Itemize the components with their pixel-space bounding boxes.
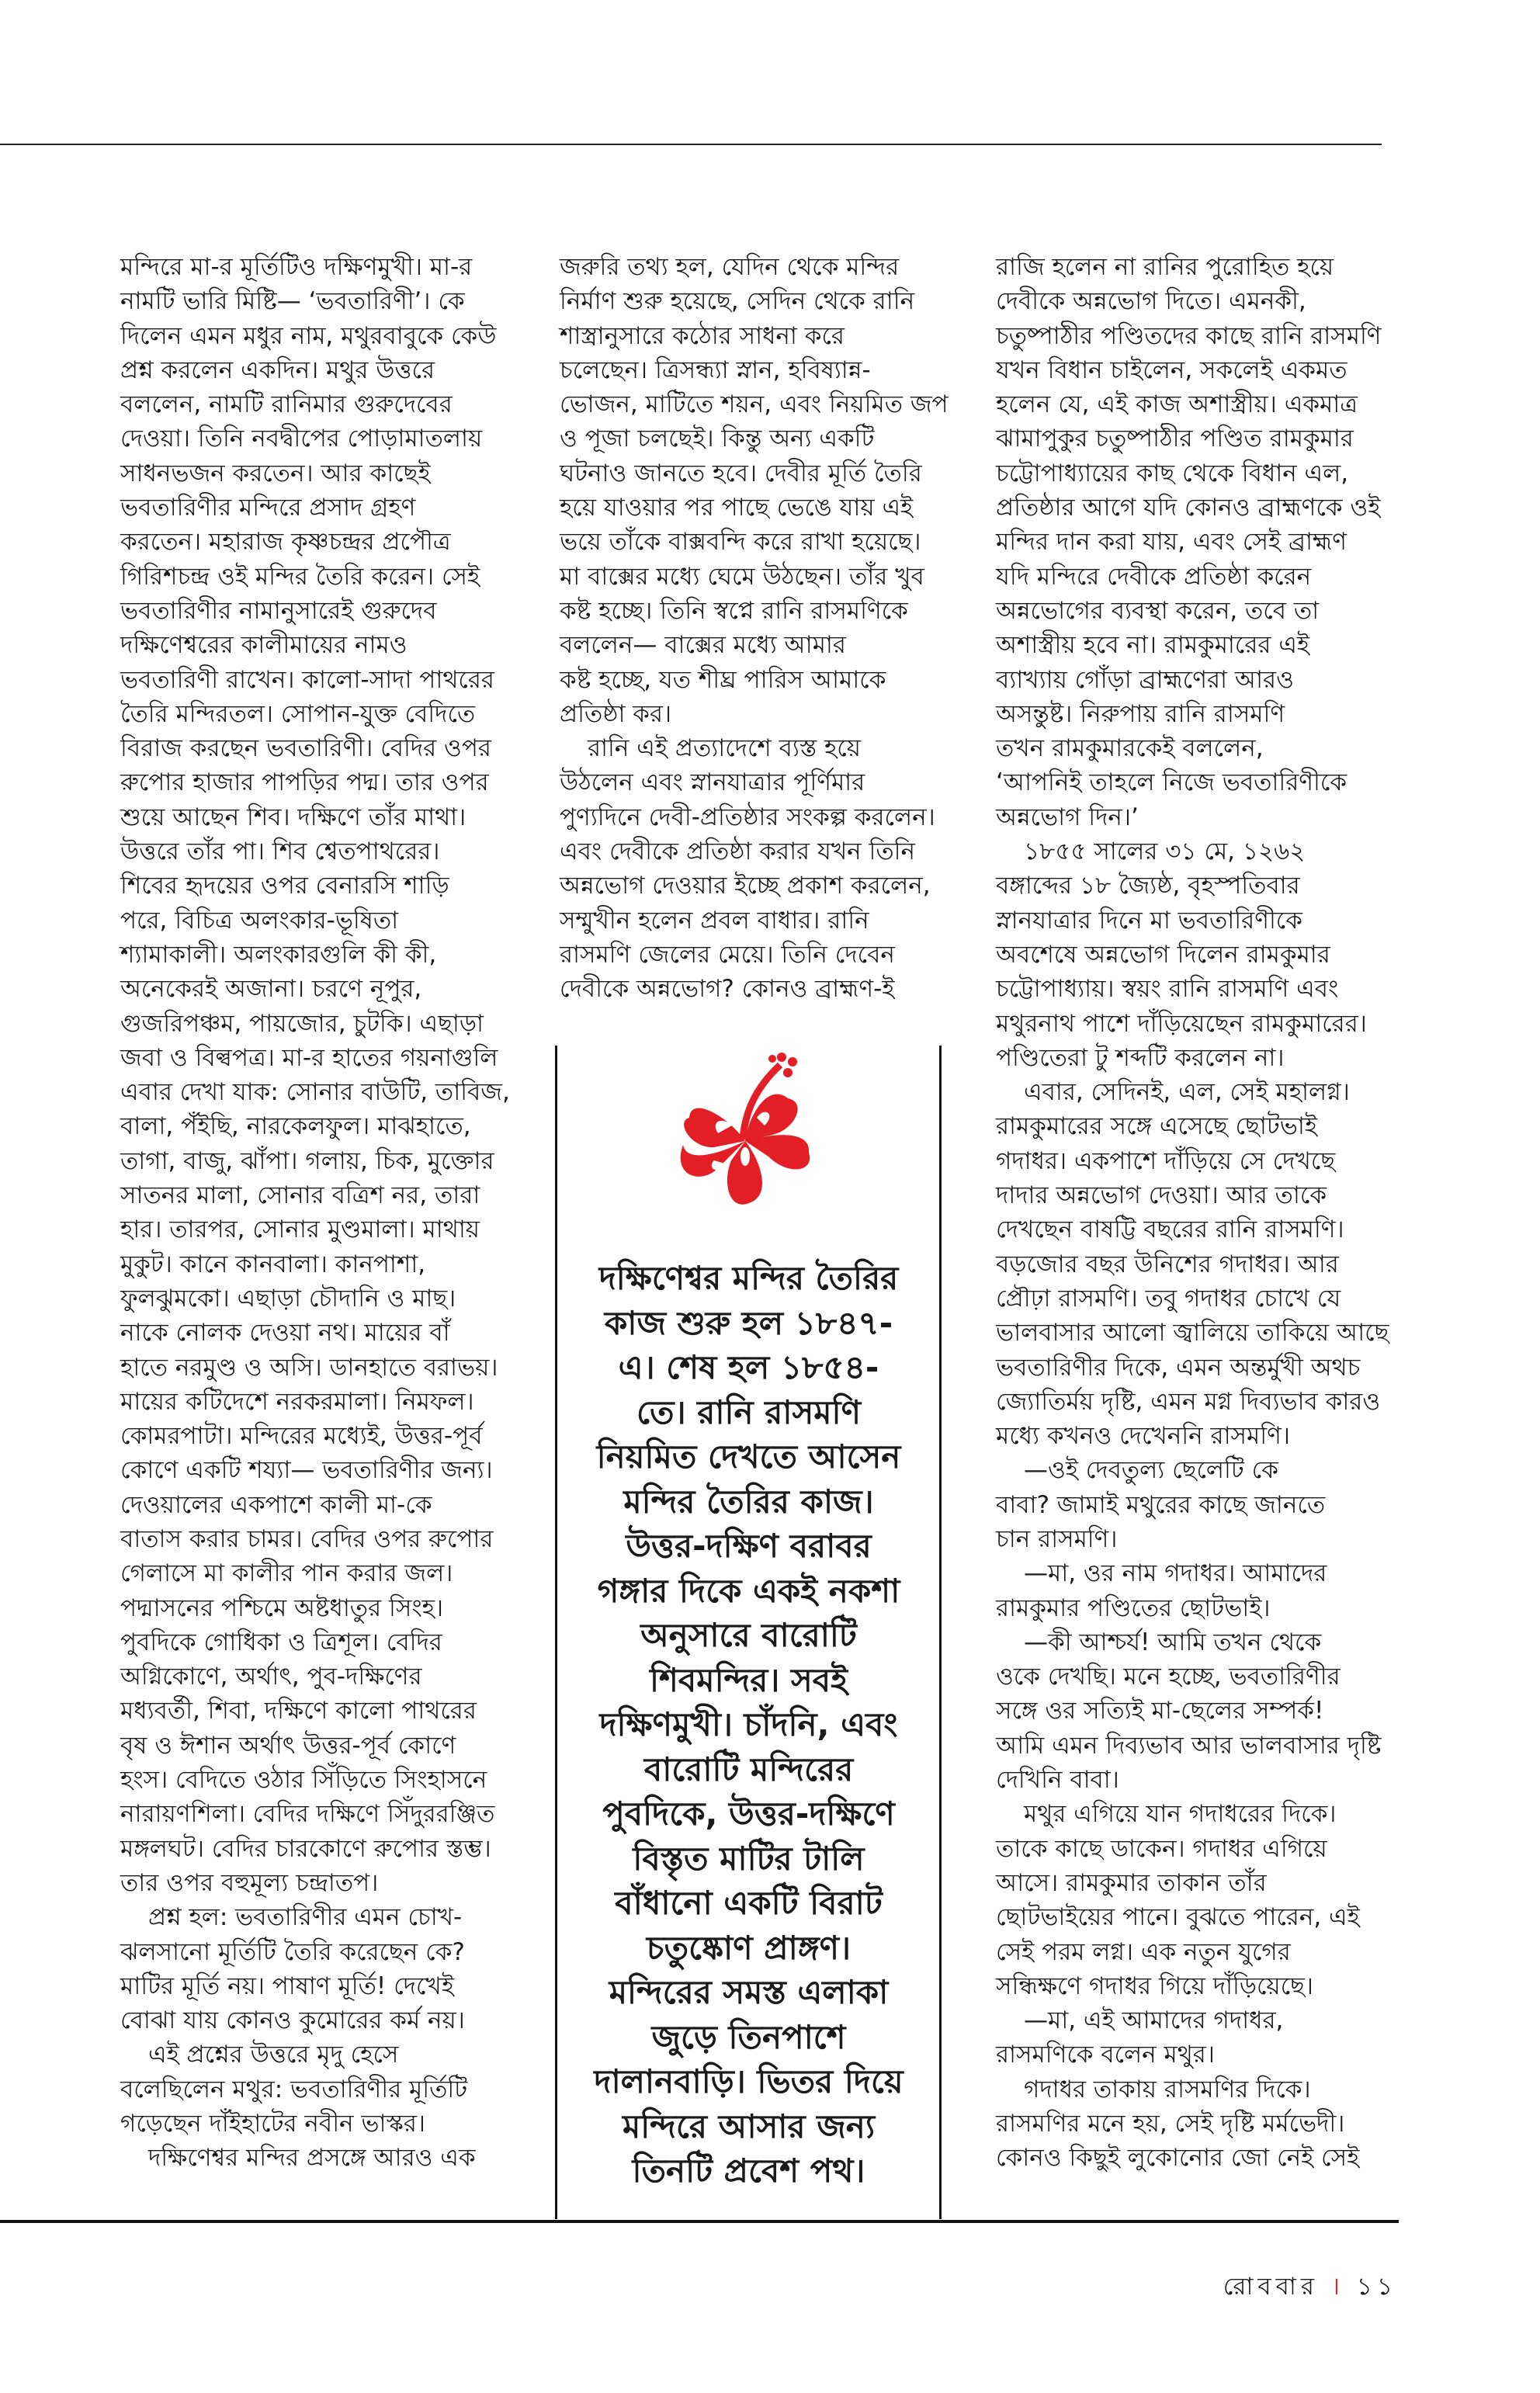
text-line: বাবা? জামাই মথুরের কাছে জানতে bbox=[996, 1490, 1326, 1519]
text-line: হংস। বেদিতে ওঠার সিঁড়িতে সিংহাসনে bbox=[120, 1766, 487, 1795]
text-line: চান রাসমণি। bbox=[996, 1524, 1118, 1553]
text-line: হাতে নরমুণ্ড ও অসি। ডানহাতে বরাভয়। bbox=[120, 1353, 498, 1382]
pull-quote-line: শিবমন্দির। সবই bbox=[650, 1660, 848, 1699]
text-line: ভবতারিণীর দিকে, এমন অন্তর্মুখী অথচ bbox=[996, 1353, 1361, 1382]
text-line: দিলেন এমন মধুর নাম, মথুরবাবুকে কেউ bbox=[120, 321, 497, 350]
text-line: গদাধর তাকায় রাসমণির দিকে। bbox=[1024, 2075, 1311, 2103]
text-line: ঝলসানো মূর্তিটি তৈরি করেছেন কে? bbox=[120, 1937, 465, 1966]
text-line: আসে। রামকুমার তাকান তাঁর bbox=[996, 1868, 1267, 1897]
text-line: মথুর এগিয়ে যান গদাধরের দিকে। bbox=[1024, 1800, 1337, 1829]
text-line: গদাধর। একপাশে দাঁড়িয়ে সে দেখছে bbox=[996, 1146, 1336, 1175]
text-line: প্রশ্ন করলেন একদিন। মথুর উত্তরে bbox=[120, 355, 435, 384]
text-line: প্রতিষ্ঠার আগে যদি কোনও ব্রাহ্মণকে ওই bbox=[996, 494, 1381, 522]
text-line: হার। তারপর, সোনার মুণ্ডমালা। মাথায় bbox=[120, 1216, 480, 1244]
text-line: বাতাস করার চামর। বেদির ওপর রুপোর bbox=[120, 1524, 494, 1553]
text-line: কষ্ট হচ্ছে। তিনি স্বপ্নে রানি রাসমণিকে bbox=[560, 596, 908, 625]
text-line: —মা, এই আমাদের গদাধর, bbox=[1024, 2006, 1284, 2035]
text-line: মায়ের কটিদেশে নরকরমালা। নিমফল। bbox=[120, 1387, 474, 1416]
text-line: দক্ষিণেশ্বর মন্দির প্রসঙ্গে আরও এক bbox=[148, 2144, 476, 2173]
text-line: চলেছেন। ত্রিসন্ধ্যা স্নান, হবিষ্যান্ন- bbox=[560, 355, 871, 384]
text-line: —কী আশ্চর্য! আমি তখন থেকে bbox=[1024, 1628, 1322, 1656]
text-line: সম্মুখীন হলেন প্রবল বাধার। রানি bbox=[560, 906, 869, 935]
text-line: গড়েছেন দাঁইহাটের নবীন ভাস্কর। bbox=[120, 2110, 425, 2138]
article-column-1 bbox=[120, 250, 508, 2176]
pull-quote-line: তিনটি প্রবেশ পথ। bbox=[632, 2152, 865, 2190]
text-line: ওকে দেখছি। মনে হচ্ছে, ভবতারিণীর bbox=[996, 1663, 1341, 1691]
footer-separator: । bbox=[1330, 2273, 1344, 2301]
pull-quote-line: মন্দিরে আসার জন্য bbox=[622, 2107, 876, 2145]
text-line: জবা ও বিল্বপত্র। মা-র হাতের গয়নাগুলি bbox=[120, 1043, 498, 1072]
pull-quote-line: এ। শেষ হল ১৮৫৪- bbox=[618, 1348, 879, 1386]
text-line: যদি মন্দিরে দেবীকে প্রতিষ্ঠা করেন bbox=[996, 562, 1312, 591]
text-line: ফুলঝুমকো। এছাড়া চৌদানি ও মাছ। bbox=[120, 1284, 456, 1313]
text-line: মাটির মূর্তি নয়। পাষাণ মূর্তি! দেখেই bbox=[120, 1972, 454, 2000]
text-line: দেবীকে অন্নভোগ দিতে। এমনকী, bbox=[996, 287, 1306, 316]
text-line: ভবতারিণীর মন্দিরে প্রসাদ গ্রহণ bbox=[120, 494, 416, 522]
text-line: দাদার অন্নভোগ দেওয়া। আর তাকে bbox=[996, 1181, 1327, 1210]
pull-quote-line: চতুষ্কোণ প্রাঙ্গণ। bbox=[646, 1928, 852, 1967]
text-line: শাস্ত্রানুসারে কঠোর সাধনা করে bbox=[560, 321, 845, 350]
text-line: দেখিনি বাবা। bbox=[996, 1766, 1119, 1795]
text-line: মা বাক্সের মধ্যে ঘেমে উঠছেন। তাঁর খুব bbox=[560, 562, 924, 591]
pull-quote-line: বাঁধানো একটি বিরাট bbox=[615, 1884, 883, 1922]
text-line: কোমরপাটা। মন্দিরের মধ্যেই, উত্তর-পূর্ব bbox=[120, 1422, 483, 1451]
text-line: ভবতারিণীর নামানুসারেই গুরুদেব bbox=[120, 596, 437, 625]
text-line: —ওই দেবতুল্য ছেলেটি কে bbox=[1024, 1456, 1278, 1485]
text-line: ভালবাসার আলো জ্বালিয়ে তাকিয়ে আছে bbox=[996, 1319, 1389, 1347]
text-line: মথুরনাথ পাশে দাঁড়িয়েছেন রামকুমারের। bbox=[996, 1009, 1367, 1038]
text-line: অন্নভোগ দেওয়ার ইচ্ছে প্রকাশ করলেন, bbox=[560, 872, 931, 900]
text-line: মঙ্গলঘট। বেদির চারকোণে রুপোর স্তম্ভ। bbox=[120, 1834, 491, 1863]
page-number: ১১ bbox=[1356, 2273, 1397, 2301]
text-line: নামটি ভারি মিষ্টি— ‘ভবতারিণী’। কে bbox=[120, 287, 465, 316]
text-line: গিরিশচন্দ্র ওই মন্দির তৈরি করেন। সেই bbox=[120, 562, 480, 591]
text-line: ১৮৫৫ সালের ৩১ মে, ১২৬২ bbox=[1024, 838, 1306, 866]
text-line: মধ্যবর্তী, শিবা, দক্ষিণে কালো পাথরের bbox=[120, 1697, 477, 1725]
text-line: ঘটনাও জানতে হবে। দেবীর মূর্তি তৈরি bbox=[560, 459, 922, 487]
pull-quote-line: বিস্তৃত মাটির টালি bbox=[633, 1839, 865, 1878]
text-line: এবং দেবীকে প্রতিষ্ঠা করার যখন তিনি bbox=[560, 838, 916, 866]
pull-quote-line: দক্ষিণেশ্বর মন্দির তৈরির bbox=[598, 1259, 899, 1297]
text-line: ভয়ে তাঁকে বাক্সবন্দি করে রাখা হয়েছে। bbox=[560, 528, 921, 557]
text-line: দক্ষিণেশ্বরের কালীমায়ের নামও bbox=[120, 631, 408, 660]
text-line: ছোটভাইয়ের পানে। বুঝতে পারেন, এই bbox=[996, 1903, 1360, 1932]
text-line: নির্মাণ শুরু হয়েছে, সেদিন থেকে রানি bbox=[560, 287, 915, 316]
pull-quote-line: বারোটি মন্দিরের bbox=[643, 1750, 854, 1788]
text-line: অন্নভোগের ব্যবস্থা করেন, তবে তা bbox=[996, 596, 1320, 625]
text-line: অবশেষে অন্নভোগ দিলেন রামকুমার bbox=[996, 940, 1330, 969]
bottom-rule bbox=[0, 2220, 1399, 2223]
text-line: রাসমণি জেলের মেয়ে। তিনি দেবেন bbox=[560, 940, 895, 969]
text-line: জ্যোতির্ময় দৃষ্টি, এমন মগ্ন দিব্যভাব কারও bbox=[996, 1387, 1381, 1416]
pull-quote-sidebar bbox=[557, 1048, 940, 2194]
text-line: মন্দিরে মা-র মূর্তিটিও দক্ষিণমুখী। মা-র bbox=[120, 253, 473, 281]
text-line: সেই পরম লগ্ন। এক নতুন যুগের bbox=[996, 1937, 1291, 1966]
text-line: ব্যাখ্যায় গোঁড়া ব্রাহ্মণেরা আরও bbox=[996, 665, 1294, 694]
text-line: রাসমণিকে বলেন মথুর। bbox=[996, 2041, 1215, 2069]
text-line: অন্নভোগ দিন।’ bbox=[996, 803, 1139, 831]
text-line: কোণে একটি শয্যা— ভবতারিণীর জন্য। bbox=[120, 1456, 493, 1485]
pull-quote-line: তে। রানি রাসমণি bbox=[636, 1392, 861, 1431]
text-line: ও পূজা চলছেই। কিন্তু অন্য একটি bbox=[560, 425, 875, 453]
text-line: কষ্ট হচ্ছে, যত শীঘ্র পারিস আমাকে bbox=[560, 665, 886, 694]
text-line: তাকে কাছে ডাকেন। গদাধর এগিয়ে bbox=[996, 1834, 1327, 1863]
text-line: প্রশ্ন হল: ভবতারিণীর এমন চোখ- bbox=[148, 1903, 463, 1932]
text-line: গেলাসে মা কালীর পান করার জল। bbox=[120, 1559, 453, 1588]
text-line: তখন রামকুমারকেই বললেন, bbox=[996, 734, 1264, 763]
text-line: ভোজন, মাটিতে শয়ন, এবং নিয়মিত জপ bbox=[560, 390, 949, 419]
text-line: ভবতারিণী রাখেন। কালো-সাদা পাথরের bbox=[120, 665, 494, 694]
hibiscus-flower-icon bbox=[671, 1048, 827, 1211]
text-line: রুপোর হাজার পাপড়ির পদ্ম। তার ওপর bbox=[120, 768, 489, 797]
pull-quote-line: মন্দির তৈরির কাজ। bbox=[623, 1482, 874, 1521]
text-line: যখন বিধান চাইলেন, সকলেই একমত bbox=[996, 355, 1348, 384]
text-line: মধ্যে কখনও দেখেননি রাসমণি। bbox=[996, 1422, 1290, 1451]
text-line: শুয়ে আছেন শিব। দক্ষিণে তাঁর মাথা। bbox=[120, 803, 467, 831]
text-line: প্রৌঢ়া রাসমণি। তবু গদাধর চোখে যে bbox=[996, 1284, 1341, 1313]
text-line: পুণ্যদিনে দেবী-প্রতিষ্ঠার সংকল্প করলেন। bbox=[560, 803, 935, 831]
text-line: অগ্নিকোণে, অর্থাৎ, পুব-দক্ষিণের bbox=[120, 1663, 422, 1691]
text-line: দেখছেন বাষট্টি বছরের রানি রাসমণি। bbox=[996, 1216, 1344, 1244]
text-line: চট্টোপাধ্যায়ের কাছ থেকে বিধান এল, bbox=[996, 459, 1349, 487]
text-line: দেওয়ালের একপাশে কালী মা-কে bbox=[120, 1490, 432, 1519]
text-line: প্রতিষ্ঠা কর। bbox=[560, 699, 672, 728]
pull-quote-line: পুবদিকে, উত্তর-দক্ষিণে bbox=[602, 1795, 895, 1833]
text-line: পদ্মাসনের পশ্চিমে অষ্টধাতুর সিংহ। bbox=[120, 1594, 444, 1622]
text-line: কোনও কিছুই লুকোনোর জো নেই সেই bbox=[996, 2144, 1360, 2173]
text-line: মন্দির দান করা যায়, এবং সেই ব্রাহ্মণ bbox=[996, 528, 1347, 557]
text-line: নারায়ণশিলা। বেদির দক্ষিণে সিঁদুররঞ্জিত bbox=[120, 1800, 495, 1829]
text-line: শ্যামাকালী। অলংকারগুলি কী কী, bbox=[120, 940, 437, 969]
text-line: বিরাজ করছেন ভবতারিণী। বেদির ওপর bbox=[120, 734, 491, 763]
text-line: বালা, পঁইছি, নারকেলফুল। মাঝহাতে, bbox=[120, 1112, 471, 1141]
page-footer bbox=[1223, 2268, 1397, 2308]
text-line: রানি এই প্রত্যাদেশে ব্যস্ত হয়ে bbox=[588, 734, 861, 763]
text-line: ‘আপনিই তাহলে নিজে ভবতারিণীকে bbox=[996, 768, 1348, 797]
text-line: এবার, সেদিনই, এল, সেই মহালগ্ন। bbox=[1024, 1078, 1350, 1107]
text-line: —মা, ওর নাম গদাধর। আমাদের bbox=[1024, 1559, 1327, 1588]
text-line: করতেন। মহারাজ কৃষ্ণচন্দ্রর প্রপৌত্র bbox=[120, 528, 451, 557]
pull-quote-line: অনুসারে বারোটি bbox=[640, 1616, 857, 1654]
text-line: রাসমণির মনে হয়, সেই দৃষ্টি মর্মভেদী। bbox=[996, 2110, 1345, 2138]
text-line: সন্ধিক্ষণে গদাধর গিয়ে দাঁড়িয়েছে। bbox=[996, 1972, 1314, 2000]
text-line: রাজি হলেন না রানির পুরোহিত হয়ে bbox=[996, 253, 1334, 281]
text-line: অনেকেরই অজানা। চরণে নূপুর, bbox=[120, 975, 422, 1004]
text-line: দেবীকে অন্নভোগ? কোনও ব্রাহ্মণ-ই bbox=[560, 975, 895, 1004]
text-line: জরুরি তথ্য হল, যেদিন থেকে মন্দির bbox=[560, 253, 900, 281]
text-line: বললেন, নামটি রানিমার গুরুদেবের bbox=[120, 390, 453, 419]
text-line: হয়ে যাওয়ার পর পাছে ভেঙে যায় এই bbox=[560, 494, 914, 522]
text-line: স্নানযাত্রার দিনে মা ভবতারিণীকে bbox=[996, 906, 1302, 935]
text-line: চট্টোপাধ্যায়। স্বয়ং রানি রাসমণি এবং bbox=[996, 975, 1339, 1004]
text-line: সাতনর মালা, সোনার বত্রিশ নর, তারা bbox=[120, 1181, 480, 1210]
article-column-3 bbox=[996, 250, 1392, 2176]
text-line: এই প্রশ্নের উত্তরে মৃদু হেসে bbox=[148, 2041, 399, 2069]
text-line: দেওয়া। তিনি নবদ্বীপের পোড়ামাতলায় bbox=[120, 425, 483, 453]
text-line: চতুষ্পাঠীর পণ্ডিতদের কাছে রানি রাসমণি bbox=[996, 321, 1382, 350]
text-line: উঠলেন এবং স্নানযাত্রার পূর্ণিমার bbox=[560, 768, 865, 797]
text-line: তাগা, বাজু, ঝাঁপা। গলায়, চিক, মুক্তোর bbox=[120, 1146, 494, 1175]
text-line: পরে, বিচিত্র অলংকার-ভূষিতা bbox=[120, 906, 399, 935]
text-line: হলেন যে, এই কাজ অশাস্ত্রীয়। একমাত্র bbox=[996, 390, 1358, 419]
text-line: তৈরি মন্দিরতল। সোপান-যুক্ত বেদিতে bbox=[120, 699, 476, 728]
article-column-2 bbox=[560, 250, 949, 1007]
text-line: শিবের হৃদয়ের ওপর বেনারসি শাড়ি bbox=[120, 872, 449, 900]
text-line: মুকুট। কানে কানবালা। কানপাশা, bbox=[120, 1250, 426, 1278]
pull-quote-line: জুড়ে তিনপাশে bbox=[651, 2017, 846, 2056]
magazine-name: রোববার bbox=[1223, 2273, 1319, 2301]
text-line: পুবদিকে গোধিকা ও ত্রিশূল। বেদির bbox=[120, 1628, 442, 1656]
text-line: বললেন— বাক্সের মধ্যে আমার bbox=[560, 631, 846, 660]
text-line: অসন্তুষ্ট। নিরুপায় রানি রাসমণি bbox=[996, 699, 1285, 728]
top-rule bbox=[0, 144, 1382, 145]
pull-quote-line: দক্ষিণমুখী। চাঁদনি, এবং bbox=[599, 1705, 898, 1743]
text-line: নাকে নোলক দেওয়া নথ। মায়ের বাঁ bbox=[120, 1319, 450, 1347]
text-line: সঙ্গে ওর সত্যিই মা-ছেলের সম্পর্ক! bbox=[996, 1697, 1324, 1725]
text-line: রামকুমার পণ্ডিতের ছোটভাই। bbox=[996, 1594, 1271, 1622]
text-line: বলেছিলেন মথুর: ভবতারিণীর মূর্তিটি bbox=[120, 2075, 468, 2103]
text-line: রামকুমারের সঙ্গে এসেছে ছোটভাই bbox=[996, 1112, 1317, 1141]
text-line: আমি এমন দিব্যভাব আর ভালবাসার দৃষ্টি bbox=[996, 1731, 1382, 1760]
text-line: বঙ্গাব্দের ১৮ জ্যৈষ্ঠ, বৃহস্পতিবার bbox=[996, 872, 1300, 900]
text-line: বোঝা যায় কোনও কুমোরের কর্ম নয়। bbox=[120, 2006, 465, 2035]
pull-quote-text bbox=[557, 1256, 940, 2194]
text-line: সাধনভজন করতেন। আর কাছেই bbox=[120, 459, 431, 487]
text-line: উত্তরে তাঁর পা। শিব শ্বেতপাথরের। bbox=[120, 838, 440, 866]
pull-quote-line: নিয়মিত দেখতে আসেন bbox=[596, 1438, 901, 1476]
pull-quote-line: উত্তর-দক্ষিণ বরাবর bbox=[626, 1527, 872, 1565]
text-line: গুজরিপঞ্চম, পায়জোর, চুটকি। এছাড়া bbox=[120, 1009, 484, 1038]
text-line: ঝামাপুকুর চতুষ্পাঠীর পণ্ডিত রামকুমার bbox=[996, 425, 1354, 453]
text-line: পণ্ডিতেরা টু শব্দটি করলেন না। bbox=[996, 1043, 1285, 1072]
pull-quote-line: মন্দিরের সমস্ত এলাকা bbox=[609, 1973, 889, 2011]
pull-quote-line: কাজ শুরু হল ১৮৪৭- bbox=[604, 1303, 893, 1342]
text-line: বড়জোর বছর উনিশের গদাধর। আর bbox=[996, 1250, 1339, 1278]
pull-quote-line: দালানবাড়ি। ভিতর দিয়ে bbox=[594, 2062, 904, 2100]
text-line: এবার দেখা যাক: সোনার বাউটি, তাবিজ, bbox=[120, 1078, 510, 1107]
text-line: অশাস্ত্রীয় হবে না। রামকুমারের এই bbox=[996, 631, 1310, 660]
text-line: বৃষ ও ঈশান অর্থাৎ উত্তর-পূর্ব কোণে bbox=[120, 1731, 456, 1760]
text-line: তার ওপর বহুমূল্য চন্দ্রাতপ। bbox=[120, 1868, 379, 1897]
pull-quote-line: গঙ্গার দিকে একই নকশা bbox=[597, 1571, 900, 1610]
